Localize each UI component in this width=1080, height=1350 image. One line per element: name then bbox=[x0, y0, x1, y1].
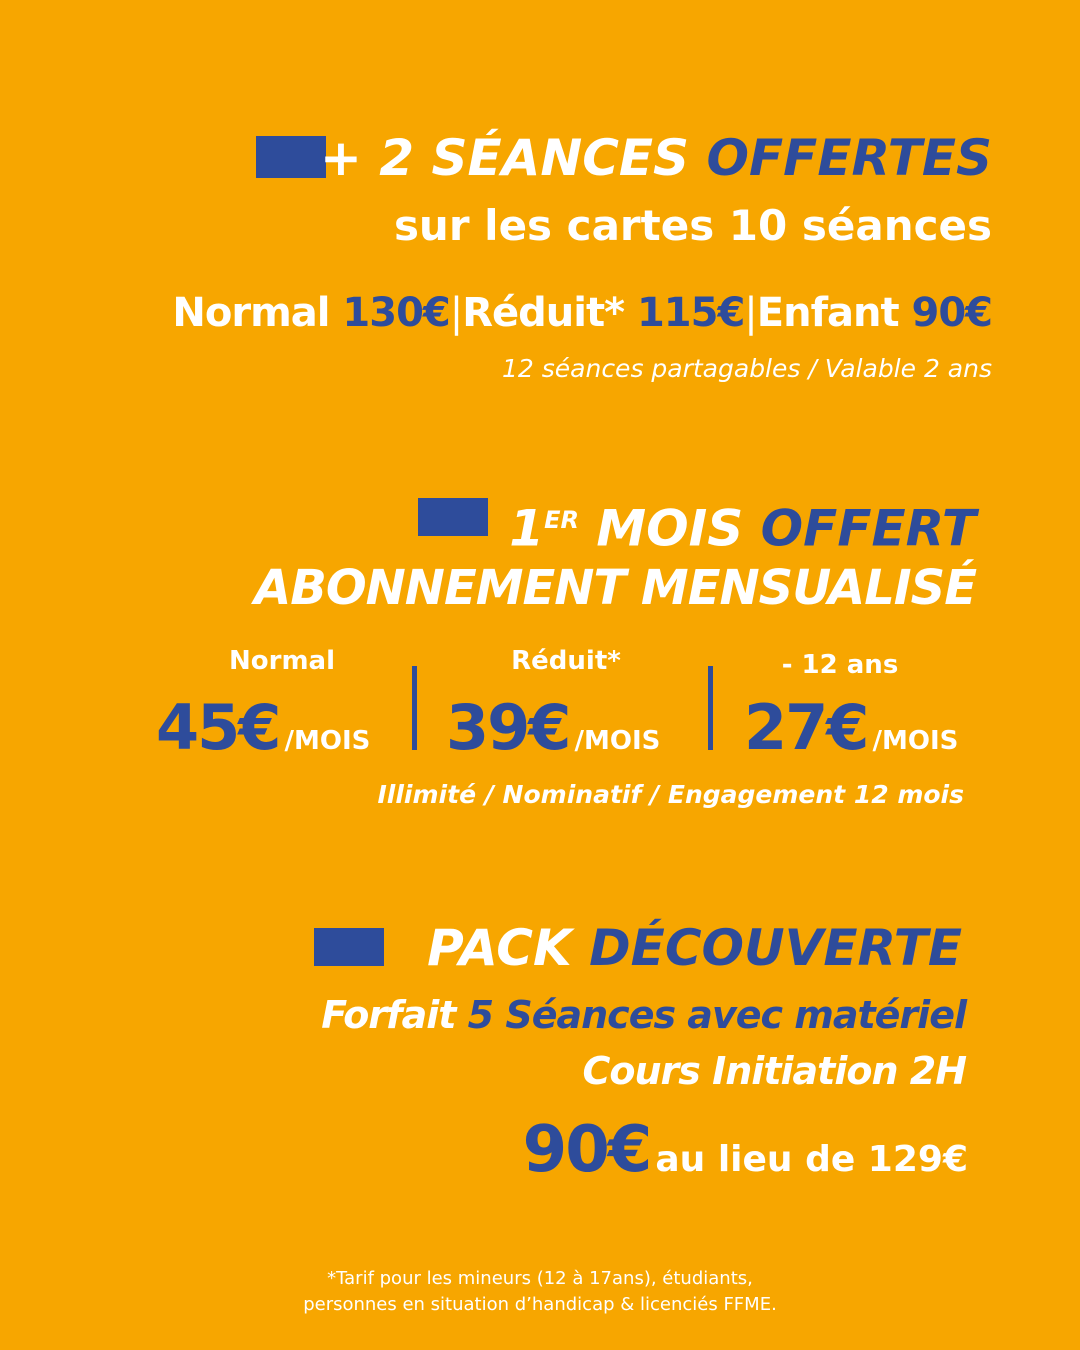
section3-line1-blue: 5 Séances avec matériel bbox=[467, 993, 966, 1037]
tier-divider bbox=[708, 666, 713, 750]
footnote-line2: personnes en situation d’handicap & licenciés FFME. bbox=[303, 1294, 777, 1315]
section3-line1 bbox=[321, 990, 966, 1040]
section3-title-white: PACK bbox=[427, 919, 572, 977]
section2-title-white: MOIS bbox=[596, 499, 744, 558]
tier-price-unit: /MOIS bbox=[872, 726, 959, 756]
tier-price-unit: /MOIS bbox=[284, 726, 371, 756]
section2-title-sup: ER bbox=[544, 506, 579, 534]
section3-price-value: 90€ bbox=[522, 1113, 651, 1187]
section2-title bbox=[509, 490, 976, 559]
section1-marker-bar bbox=[256, 136, 326, 178]
price-value-normal: 130€ bbox=[342, 290, 450, 336]
section3-title-blue: DÉCOUVERTE bbox=[589, 919, 962, 977]
price-label-normal: Normal bbox=[172, 290, 330, 336]
section1-title-blue: OFFERTES bbox=[706, 129, 992, 187]
section3-line1-white: Forfait bbox=[321, 993, 456, 1037]
section3-line2: Cours Initiation 2H bbox=[582, 1049, 966, 1093]
tier-label-under12: - 12 ans bbox=[781, 650, 899, 680]
tier-price-normal bbox=[156, 688, 370, 784]
section2-note: Illimité / Nominatif / Engagement 12 mois bbox=[377, 780, 964, 809]
section3-price bbox=[523, 1110, 968, 1206]
price-separator: | bbox=[449, 290, 463, 336]
section1-prices bbox=[172, 286, 992, 340]
price-value-reduit: 115€ bbox=[636, 290, 745, 336]
section3-marker-bar bbox=[314, 928, 384, 966]
section1-title-white: + 2 SÉANCES bbox=[320, 129, 690, 187]
tier-label-reduit: Réduit* bbox=[511, 646, 621, 676]
price-value-enfant: 90€ bbox=[911, 290, 992, 336]
tier-label-normal: Normal bbox=[229, 646, 335, 676]
price-label-enfant: Enfant bbox=[756, 290, 899, 336]
section1-subtitle: sur les cartes 10 séances bbox=[393, 201, 992, 250]
tier-price-value: 45€ bbox=[156, 691, 280, 764]
section2-title-blue: OFFERT bbox=[760, 499, 976, 558]
tier-price-under12 bbox=[744, 688, 958, 784]
tier-divider bbox=[412, 666, 417, 750]
section2-subtitle: ABONNEMENT MENSUALISÉ bbox=[254, 560, 976, 616]
tier-price-reduit bbox=[446, 688, 660, 784]
footnote bbox=[0, 1266, 1080, 1318]
footnote-line1: *Tarif pour les mineurs (12 à 17ans), étudiants, bbox=[327, 1268, 753, 1289]
section1-note: 12 séances partagables / Valable 2 ans bbox=[501, 354, 992, 383]
section1-title bbox=[320, 128, 992, 188]
tier-price-value: 27€ bbox=[744, 691, 868, 764]
tier-price-value: 39€ bbox=[446, 691, 570, 764]
section3-title bbox=[427, 918, 962, 978]
section2-marker-bar bbox=[418, 498, 488, 536]
price-separator: | bbox=[744, 290, 757, 336]
tier-price-unit: /MOIS bbox=[574, 726, 661, 756]
price-label-reduit: Réduit* bbox=[462, 290, 625, 336]
section3-price-note: au lieu de 129€ bbox=[655, 1139, 968, 1180]
section2-title-number: 1 bbox=[509, 499, 545, 558]
